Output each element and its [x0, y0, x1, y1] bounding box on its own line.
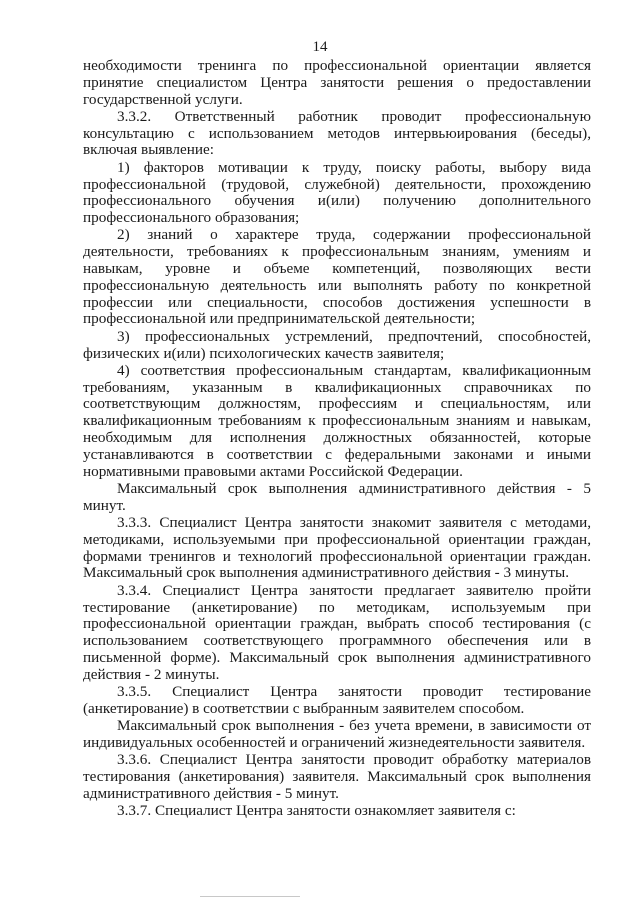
document-body: [83, 58, 591, 820]
paragraph-item-4: 4) соответствия профессиональным стандартам, квалификационным требованиям, указанным в квалификационных справочниках по соответствующим должностям, профессиям и специальностям, или квалификационным требованиям к профессиональным знаниям и навыкам, необходимым для исполнения должностных обязанностей, которые устанавливаются в соответствии с федеральными законами и иными нормативными правовыми актами Российской Федерации.: [83, 361, 591, 480]
paragraph-3-3-5: 3.3.5. Специалист Центра занятости проводит тестирование (анкетирование) в соответствии с выбранным заявителем способом.: [83, 682, 591, 717]
paragraph-item-2: 2) знаний о характере труда, содержании профессиональной деятельности, требованиях к профессиональным знаниям, умениям и навыкам, уровне и объеме компетенций, позволяющих вести профессиональную деятельность или выполнять работу по конкретной профессии или специальности, способов достижения успешности в профессиональной или предпринимательской деятельности;: [83, 226, 591, 328]
paragraph-3-3-3: 3.3.3. Специалист Центра занятости знакомит заявителя с методами, методиками, используемыми при профессиональной ориентации граждан, формами тренингов и технологий профессиональной ориентации граждан. Максимальный срок выполнения административного действия - 3 минуты.: [83, 514, 591, 582]
paragraph-3-3-4: 3.3.4. Специалист Центра занятости предлагает заявителю пройти тестирование (анкетирование) по методикам, используемым при профессиональной ориентации граждан, выбрать способ тестирования (с использованием соответствующего программного обеспечения или в письменной форме). Максимальный срок выполнения административного действия - 2 минуты.: [83, 581, 591, 683]
paragraph-3-3-7: 3.3.7. Специалист Центра занятости ознакомляет заявителя с:: [117, 802, 516, 820]
paragraph-max-time-5min: Максимальный срок выполнения административного действия - 5 минут.: [83, 479, 591, 514]
paragraph-3-3-6: 3.3.6. Специалист Центра занятости проводит обработку материалов тестирования (анкетирования) заявителя. Максимальный срок выполнения административного действия - 5 минут.: [83, 751, 591, 802]
scan-artifact-line: [200, 896, 300, 897]
paragraph-item-3: 3) профессиональных устремлений, предпочтений, способностей, физических и(или) психологических качеств заявителя;: [83, 327, 591, 362]
page-number: 14: [312, 39, 328, 55]
paragraph-max-time-unlimited: Максимальный срок выполнения - без учета времени, в зависимости от индивидуальных особенностей и ограничений жизнедеятельности заявителя.: [83, 717, 591, 751]
paragraph-3-3-2: 3.3.2. Ответственный работник проводит профессиональную консультацию с использованием методов интервьюирования (беседы), включая выявление:: [83, 107, 591, 159]
paragraph-continuation: необходимости тренинга по профессиональной ориентации является принятие специалистом Центра занятости решения о предоставлении государственной услуги.: [83, 57, 591, 108]
paragraph-item-1: 1) факторов мотивации к труду, поиску работы, выбору вида профессиональной (трудовой, служебной) деятельности, прохождению профессионального обучения и(или) получению дополнительного профессионального образования;: [83, 158, 591, 227]
